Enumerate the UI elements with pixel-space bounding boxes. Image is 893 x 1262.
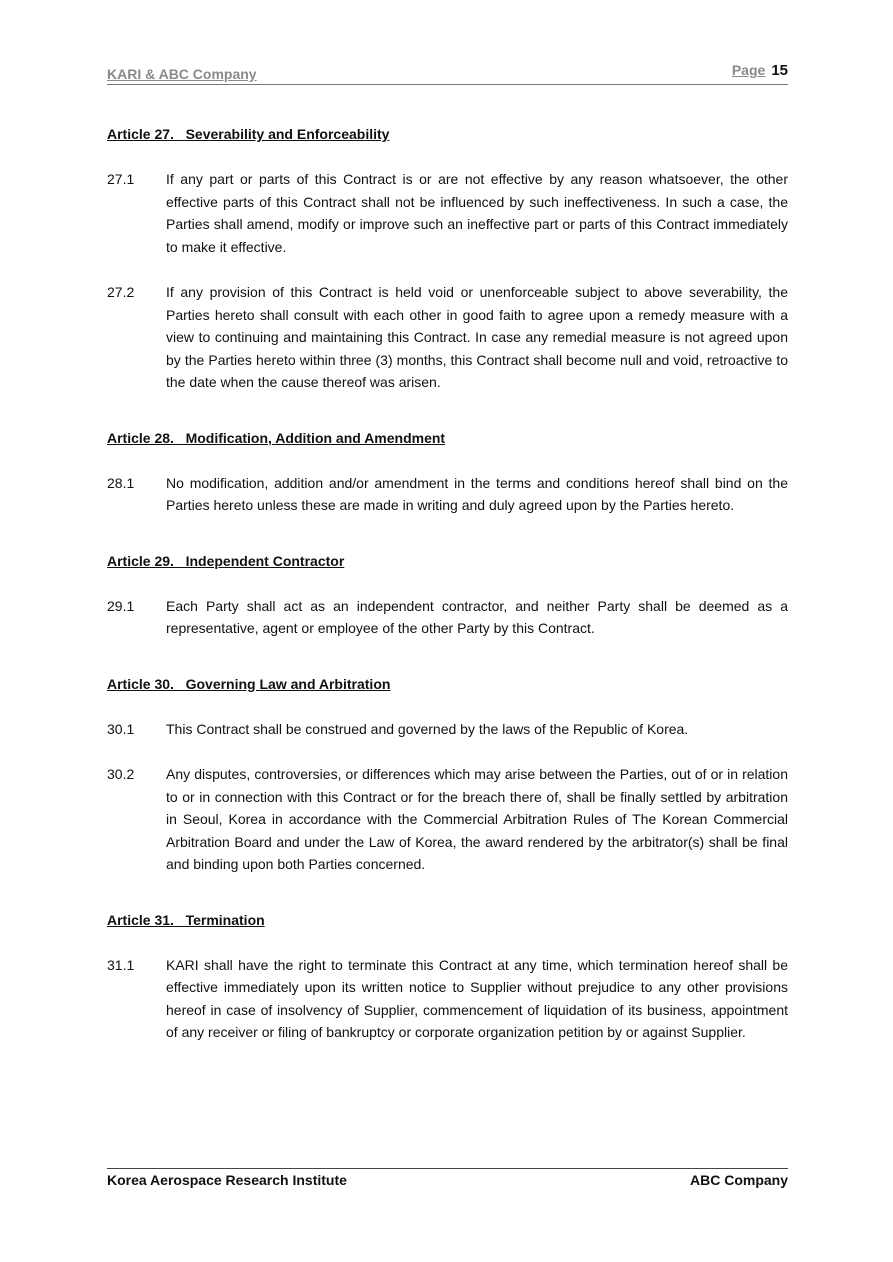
footer-organization: Korea Aerospace Research Institute: [107, 1172, 347, 1188]
clause-text: No modification, addition and/or amendment in the terms and conditions hereof shall bind on the Parties hereto unless these are made in writing and duly agreed upon by the Parties hereto.: [166, 474, 788, 513]
article-title: Article 31. Termination: [107, 911, 265, 928]
document-body: [107, 124, 788, 1067]
header-title: KARI & ABC Company: [107, 66, 257, 82]
page-indicator: [732, 62, 788, 79]
clause-number: 28.1: [107, 474, 135, 491]
footer-company: ABC Company: [689, 1172, 788, 1188]
clause-text: This Contract shall be construed and governed by the laws of the Republic of Korea.: [166, 720, 689, 737]
page-label: Page: [731, 62, 766, 78]
clause-number: 27.2: [107, 284, 135, 300]
clause-number: 29.1: [107, 597, 135, 614]
article-31: [107, 910, 788, 1044]
clause-text: If any part or parts of this Contract is or are not effective by any reason whatsoever, the other effective parts of this Contract shall not be influenced by such ineffectiveness. In such a case, the Parties shall amend, modify or improve such an ineffective part or parts of this Contract immediately to make it effective.: [166, 171, 788, 255]
clause-text: If any provision of this Contract is held void or unenforceable subject to above severability, the Parties hereto shall consult with each other in good faith to agree upon a remedy measure with a view to continuing and maintaining this Contract. In case any remedial measure is not agreed upon by the Parties hereto within three (3) months, this Contract shall become null and void, retroactive to the date when the cause thereof was arisen.: [166, 284, 788, 390]
clause-text: Any disputes, controversies, or differences which may arise between the Parties, out of or in relation to or in connection with this Contract or for the breach there of, shall be finally settled by arbitration in Seoul, Korea in accordance with the Commercial Arbitration Rules of The Korean Commercial Arbitration Board and under the Law of Korea, the award rendered by the arbitrator(s) shall be final and binding upon both Parties concerned.: [166, 766, 788, 872]
article-title: Article 27. Severability and Enforceability: [107, 126, 390, 142]
clause-number: 27.1: [107, 171, 135, 187]
article-27: [107, 124, 788, 394]
page-header: [107, 62, 788, 85]
clause-30-2: [107, 763, 788, 876]
page-number: 15: [771, 62, 788, 79]
article-28: [107, 428, 788, 517]
article-title: Article 29. Independent Contractor: [107, 552, 345, 569]
clause-27-2: [107, 281, 788, 394]
article-title: Article 30. Governing Law and Arbitration: [107, 675, 391, 692]
clause-30-1: [107, 718, 788, 741]
page-footer: [107, 1168, 788, 1188]
article-30: [107, 674, 788, 876]
article-29: [107, 551, 788, 640]
clause-28-1: [107, 472, 788, 517]
clause-29-1: [107, 595, 788, 640]
clause-text: Each Party shall act as an independent contractor, and neither Party shall be deemed as a representative, agent or employee of the other Party by this Contract.: [166, 597, 788, 636]
clause-31-1: [107, 954, 788, 1044]
clause-number: 31.1: [107, 956, 135, 973]
clause-number: 30.1: [107, 720, 135, 737]
article-title: Article 28. Modification, Addition and Amendment: [107, 429, 446, 446]
clause-number: 30.2: [107, 766, 135, 782]
clause-text: KARI shall have the right to terminate this Contract at any time, which termination hereof shall be effective immediately upon its written notice to Supplier without prejudice to any other provisions hereof in case of insolvency of Supplier, commencement of liquidation of its business, appointment of any receiver or filing of bankruptcy or corporate organization petition by or against Supplier.: [166, 956, 788, 1040]
clause-27-1: [107, 168, 788, 258]
